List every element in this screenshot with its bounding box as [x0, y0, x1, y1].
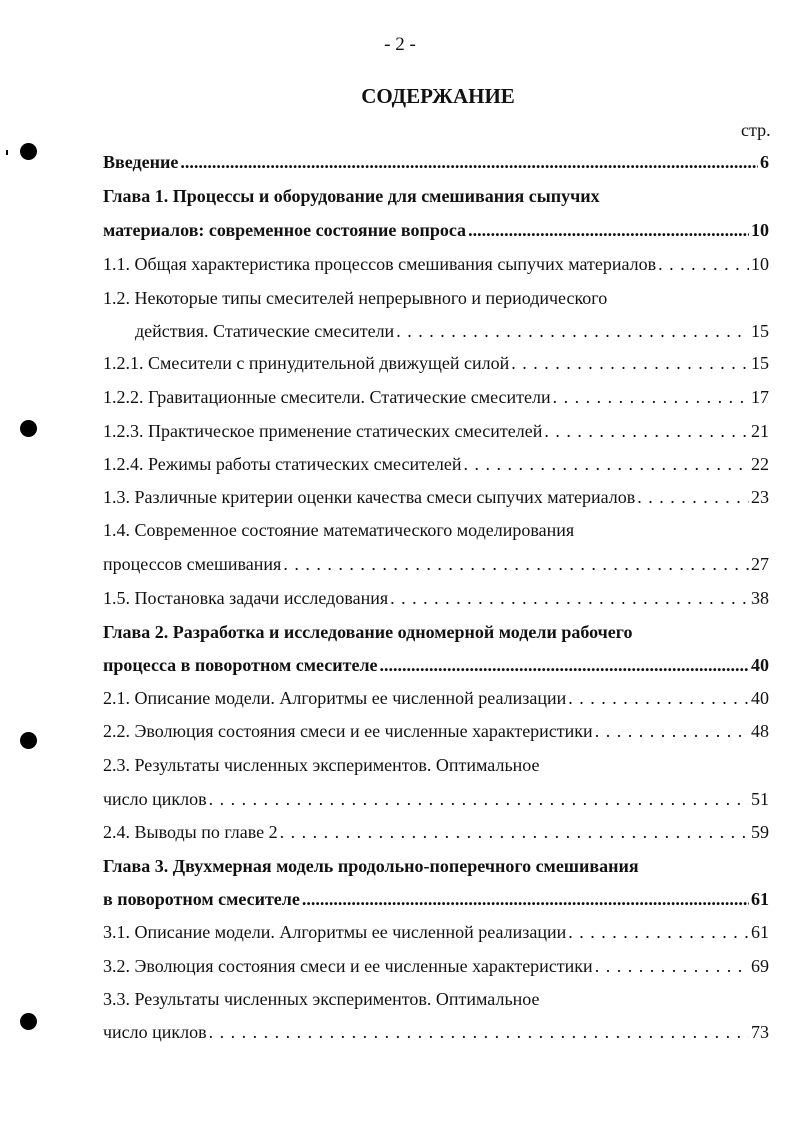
toc-entry-page: 51: [751, 789, 769, 809]
toc-entry-title: 1.2.2. Гравитационные смесители. Статические смесители: [103, 387, 551, 407]
toc-entry-title: действия. Статические смесители: [135, 321, 395, 341]
dot-leader: [283, 553, 749, 575]
toc-entry-title[interactable]: Глава 1. Процессы и оборудование для смешивания сыпучих: [103, 186, 600, 206]
dot-leader: [658, 253, 749, 275]
toc-entry-page: 15: [751, 321, 769, 341]
toc-entry-page: 6: [760, 152, 769, 172]
toc-entry-title: 1.5. Постановка задачи исследования: [103, 588, 389, 608]
toc-entry-title: Введение: [103, 152, 179, 172]
toc-entry-title[interactable]: 2.3. Результаты численных экспериментов. Оптимальное: [103, 755, 540, 775]
toc-entry-title: процессов смешивания: [103, 554, 282, 574]
toc-entry[interactable]: [103, 1021, 769, 1043]
toc-entry[interactable]: [103, 486, 769, 508]
toc-entry-title: 2.4. Выводы по главе 2: [103, 822, 278, 842]
toc-entry-page: 21: [751, 421, 769, 441]
dot-leader: [544, 420, 749, 442]
dot-leader: [568, 921, 749, 943]
toc-entry-title[interactable]: 1.2. Некоторые типы смесителей непрерывного и периодического: [103, 288, 608, 308]
dot-leader: [568, 687, 749, 709]
dot-leader: [595, 955, 749, 977]
dot-leader: [511, 352, 749, 374]
toc-entry[interactable]: [103, 420, 769, 442]
toc-entry-page: 69: [751, 956, 769, 976]
toc-entry-title: процесса в поворотном смесителе: [103, 655, 378, 675]
toc-entry[interactable]: [103, 219, 769, 241]
toc-entry[interactable]: [135, 320, 769, 342]
toc-entry-title: 3.2. Эволюция состояния смеси и ее численные характеристики: [103, 956, 593, 976]
toc-entry[interactable]: [103, 955, 769, 977]
toc-entry[interactable]: [103, 386, 769, 408]
toc-entry-page: 17: [751, 387, 769, 407]
toc-entry-title: материалов: современное состояние вопроса: [103, 220, 467, 240]
toc-entry-title[interactable]: 1.4. Современное состояние математического моделирования: [103, 520, 575, 540]
toc-entry-title: 2.2. Эволюция состояния смеси и ее численные характеристики: [103, 721, 593, 741]
toc-entry[interactable]: [103, 687, 769, 709]
toc-entry[interactable]: [103, 151, 769, 173]
toc-entry[interactable]: [103, 453, 769, 475]
toc-entry-title[interactable]: Глава 3. Двухмерная модель продольно-поперечного смешивания: [103, 856, 639, 876]
toc-entry[interactable]: [103, 720, 769, 742]
toc-entry-page: 59: [751, 822, 769, 842]
dot-leader: [390, 587, 749, 609]
dot-leader: [637, 486, 749, 508]
dot-leader: [180, 151, 758, 173]
toc-entry-page: 48: [751, 721, 769, 741]
toc-entry[interactable]: [103, 587, 769, 609]
dot-leader: [553, 386, 749, 408]
dot-leader: [396, 320, 749, 342]
toc-entry-title: число циклов: [103, 1022, 207, 1042]
dot-leader: [209, 788, 749, 810]
toc-entry-page: 73: [751, 1022, 769, 1042]
dot-leader: [302, 888, 749, 910]
dot-leader: [209, 1021, 749, 1043]
toc-entry-title[interactable]: 3.3. Результаты численных экспериментов. Оптимальное: [103, 989, 540, 1009]
toc-entry-page: 27: [751, 554, 769, 574]
toc-entry-title: число циклов: [103, 789, 207, 809]
page-column-label: стр.: [741, 120, 771, 140]
toc-entry[interactable]: [103, 921, 769, 943]
dot-leader: [464, 453, 749, 475]
toc-entry-title: 3.1. Описание модели. Алгоритмы ее численной реализации: [103, 922, 567, 942]
toc-entry-title[interactable]: Глава 2. Разработка и исследование одномерной модели рабочего: [103, 622, 633, 642]
page-number: - 2 -: [384, 34, 416, 55]
toc-entry-page: 61: [751, 889, 769, 909]
toc-entry-page: 10: [751, 254, 769, 274]
toc-entry[interactable]: [103, 888, 769, 910]
toc-entry-page: 10: [751, 220, 769, 240]
toc-entry-page: 40: [751, 688, 769, 708]
toc-entry-title: 1.2.3. Практическое применение статических смесителей: [103, 421, 543, 441]
toc-entry-page: 23: [751, 487, 769, 507]
toc-entry[interactable]: [103, 352, 769, 374]
toc-entry-page: 15: [751, 353, 769, 373]
toc-entry[interactable]: [103, 553, 769, 575]
toc-entry-page: 61: [751, 922, 769, 942]
toc-entry-page: 38: [751, 588, 769, 608]
toc-entry[interactable]: [103, 821, 769, 843]
toc-entry[interactable]: [103, 253, 769, 275]
toc-entry-title: 1.2.4. Режимы работы статических смесителей: [103, 454, 462, 474]
toc-entry-page: 22: [751, 454, 769, 474]
dot-leader: [468, 219, 749, 241]
toc-entry[interactable]: [103, 654, 769, 676]
dot-leader: [595, 720, 749, 742]
toc-entry-title: 1.3. Различные критерии оценки качества смеси сыпучих материалов: [103, 487, 636, 507]
toc-entry-title: в поворотном смесителе: [103, 889, 300, 909]
dot-leader: [280, 821, 749, 843]
toc-entry-title: 1.2.1. Смесители с принудительной движущей силой: [103, 353, 510, 373]
toc-entry-title: 2.1. Описание модели. Алгоритмы ее численной реализации: [103, 688, 567, 708]
toc-title: СОДЕРЖАНИЕ: [361, 84, 515, 108]
toc-entry-page: 40: [751, 655, 769, 675]
dot-leader: [380, 654, 749, 676]
toc-entry-title: 1.1. Общая характеристика процессов смешивания сыпучих материалов: [103, 254, 657, 274]
toc-entry[interactable]: [103, 788, 769, 810]
